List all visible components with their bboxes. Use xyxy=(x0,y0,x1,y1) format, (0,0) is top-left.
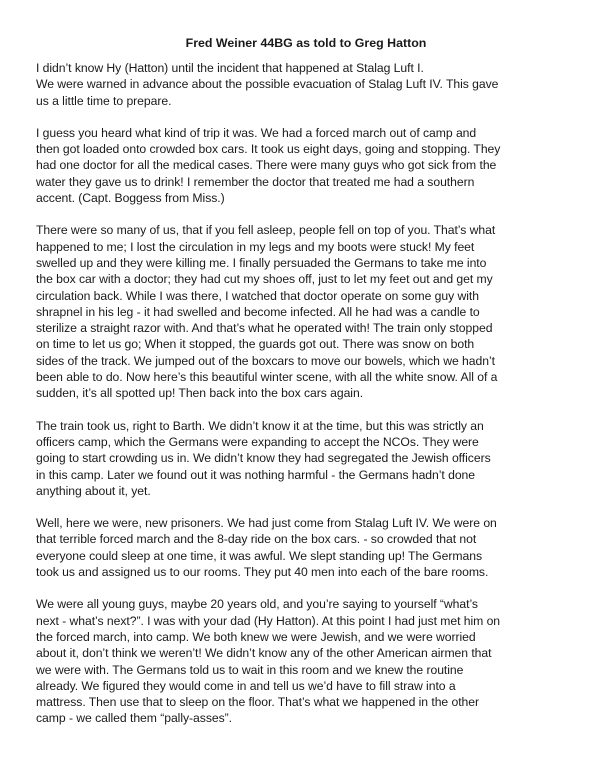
text-line: shrapnel in his leg - it had swelled and become infected. All he had was a candle to xyxy=(36,304,480,319)
text-line: Well, here we were, new prisoners. We had just come from Stalag Luft IV. We were on xyxy=(36,516,497,531)
text-line: us a little time to prepare. xyxy=(36,93,172,108)
text-line: the box car with a doctor; they had cut my shoes off, just to let my feet out and get my xyxy=(36,272,493,287)
text-line: everyone could sleep at one time, it was awful. We slept standing up! The Germans xyxy=(36,548,483,563)
text-line: been able to do. Now here’s this beautiful winter scene, with all the white snow. All of a xyxy=(36,370,498,385)
text-line: circulation back. While I was there, I watched that doctor operate on some guy with xyxy=(36,288,479,303)
text-line: in this camp. Later we found out it was nothing harmful - the Germans hadn’t done xyxy=(36,467,476,482)
text-line: The train took us, right to Barth. We didn’t know it at the time, but this was strictly an xyxy=(36,418,484,433)
text-line: then got loaded onto crowded box cars. It took us eight days, going and stopping. They xyxy=(36,142,501,157)
text-line: had one doctor for all the medical cases. There were many guys who got sick from the xyxy=(36,158,497,173)
text-line: We were all young guys, maybe 20 years old, and you’re saying to yourself “what’s xyxy=(36,597,478,612)
text-line: we were with. The Germans told us to wait in this room and we knew the routine xyxy=(36,662,464,677)
text-line: camp - we called them “pally-asses”. xyxy=(36,711,232,726)
text-line: took us and assigned us to our rooms. They put 40 men into each of the bare rooms. xyxy=(36,565,489,580)
document-title: Fred Weiner 44BG as told to Greg Hatton xyxy=(185,36,427,50)
text-line: anything about it, yet. xyxy=(36,483,151,498)
text-line: on time to let us go; When it stopped, the guards got out. There was snow on both xyxy=(36,337,475,352)
text-line: accent. (Capt. Boggess from Miss.) xyxy=(36,191,225,206)
text-line: I didn’t know Hy (Hatton) until the incident that happened at Stalag Luft I. xyxy=(36,61,424,75)
text-line: swelled up and they were killing me. I finally persuaded the Germans to take me into xyxy=(36,255,487,270)
paragraph-5 xyxy=(36,515,576,580)
text-line: officers camp, which the Germans were expanding to accept the NCOs. They were xyxy=(36,434,479,449)
text-line: sterilize a straight razor with. And that’s what he operated with! The train only stopped xyxy=(36,321,493,336)
text-line: going to start crowding us in. We didn’t know they had segregated the Jewish officers xyxy=(36,451,491,466)
text-line: already. We figured they would come in and tell us we’d have to fill straw into a xyxy=(36,678,456,693)
paragraph-6 xyxy=(36,596,576,726)
text-line: about it, don’t think we weren’t! We didn’t know any of the other American airmen that xyxy=(36,646,492,661)
text-line: We were warned in advance about the possible evacuation of Stalag Luft IV. This gave xyxy=(36,77,499,92)
paragraph-3 xyxy=(36,222,576,401)
text-line: water they gave us to drink! I remember the doctor that treated me had a southern xyxy=(36,174,475,189)
text-line: mattress. Then use that to sleep on the floor. That’s what we happened in the other xyxy=(36,695,480,710)
text-line: that terrible forced march and the 8-day ride on the box cars. - so crowded that not xyxy=(36,532,477,547)
paragraph-4 xyxy=(36,418,576,499)
text-line: happened to me; I lost the circulation in my legs and my boots were stuck! My feet xyxy=(36,239,475,254)
text-line: next - what’s next?”. I was with your dad (Hy Hatton). At this point I had just met him on xyxy=(36,613,501,628)
paragraph-1 xyxy=(36,60,576,109)
text-line: sudden, it’s all spotted up! Then back into the box cars again. xyxy=(36,386,364,401)
text-line: There were so many of us, that if you fell asleep, people fell on top of you. That’s what xyxy=(36,223,496,238)
text-line: sides of the track. We jumped out of the boxcars to move our bowels, which we hadn’t xyxy=(36,353,495,368)
paragraph-2 xyxy=(36,125,576,206)
text-line: the forced march, into camp. We both knew we were Jewish, and we were worried xyxy=(36,629,476,644)
text-line: I guess you heard what kind of trip it was. We had a forced march out of camp and xyxy=(36,125,477,140)
